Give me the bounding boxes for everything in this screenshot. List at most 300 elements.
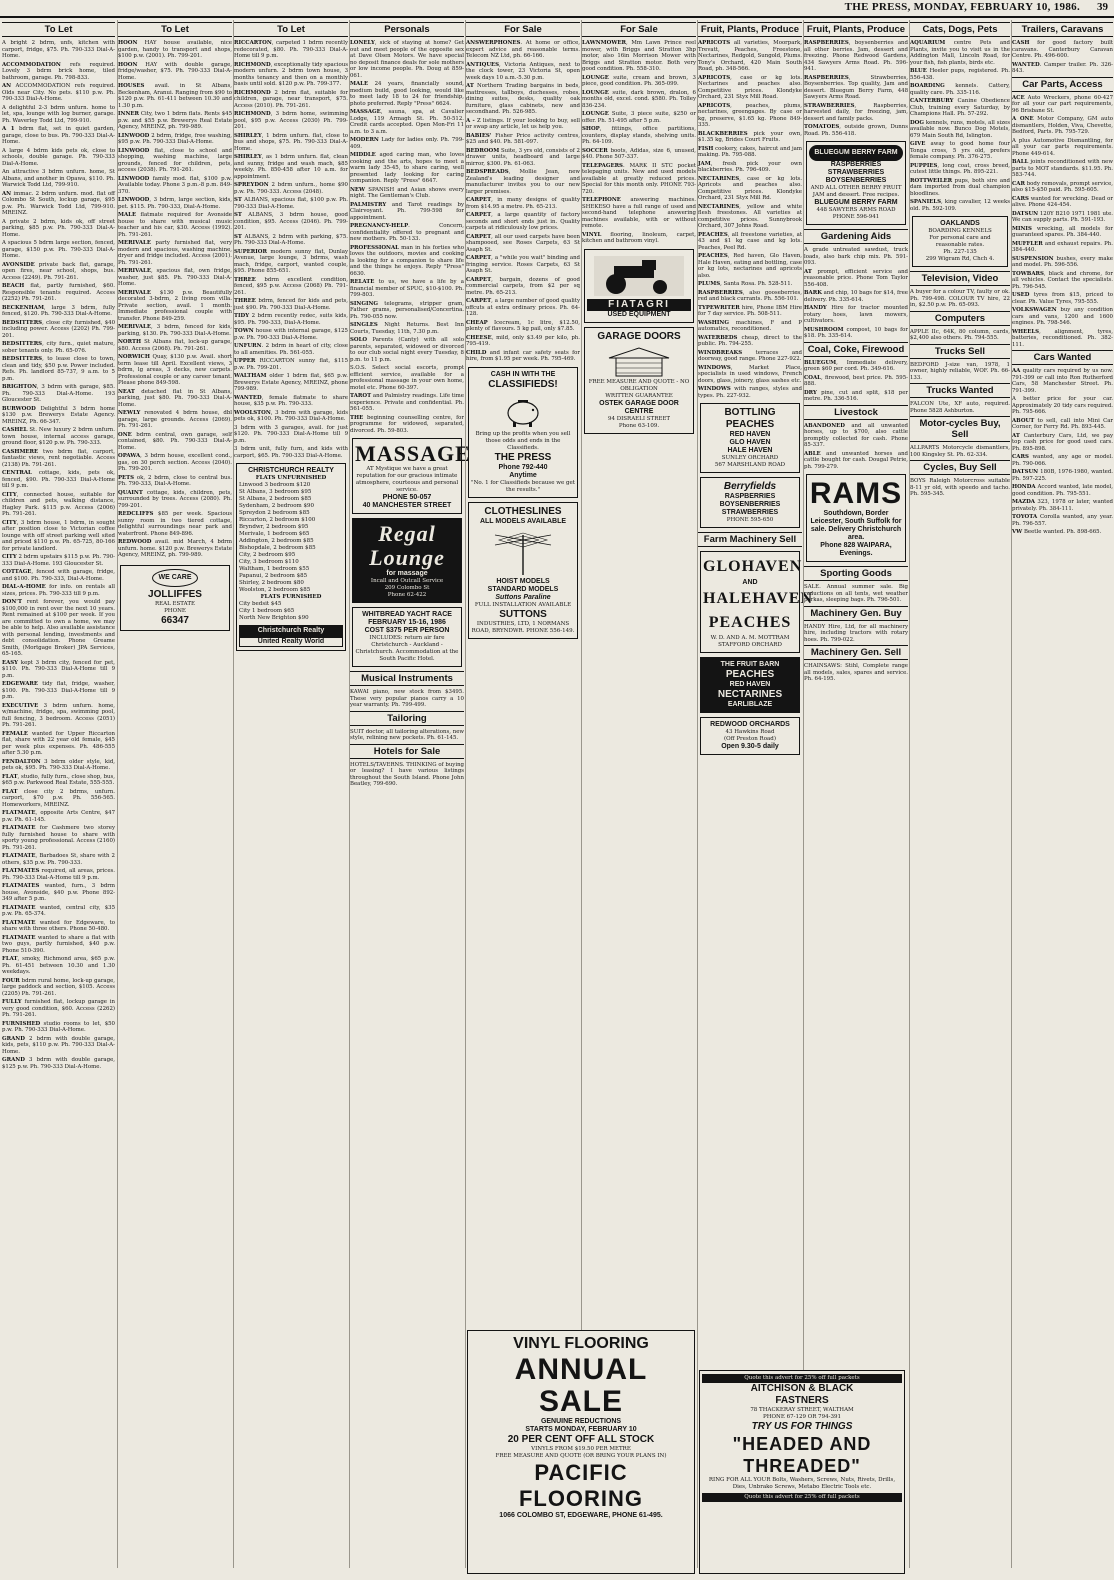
classified-ad: RICHMOND, exceptionally tidy spacious modern unfurn. 2 bdrm town house, 3 months tenancy and then on a monthly basis until sold. $120 p.w. Ph. 799-377. (234, 61, 348, 87)
classified-ad: ST ALBANS, 2 bdrm with parking, $75. Ph. 790-333 Dial-A-Home. (234, 233, 348, 246)
ad-title: THE FRUIT BARN (720, 661, 780, 668)
ad-title: CASH IN WITH THE (490, 370, 556, 378)
ad-list (350, 40, 464, 434)
ad-address: 1066 COLOMBO ST, EDGEWARE, PHONE 61-495. (499, 1512, 663, 1519)
classified-ad: TELEPHONE answering machines. SHEKESO have a full range of used and second-hand telephone answering machines available, with or without remote. (582, 197, 696, 229)
section-heading: Sporting Goods (804, 566, 908, 581)
ad-phone: PHONE 596-941 (832, 214, 880, 220)
classified-ad: FISH cookery, cakes, haircut and jam making. Ph. 795-088. (698, 145, 802, 158)
ad-text: Bring up the profits when you sell those odds and ends in the Classifieds. (475, 430, 571, 451)
classified-ad: AT Canterbury Cars, Ltd, we pay top cash price for good used cars. Ph. 895-898. (1012, 432, 1113, 452)
classified-ad: NECTARINES, case or kg lots. Apricots and peaches also. Competitive prices. Klondyke Orchard, 231 Styx Mill Rd. (698, 175, 802, 201)
ad-text: RED HAVEN (729, 431, 771, 438)
classified-ad: HOON HAY house available, nice garden, handy to transport and shops, $100 p.w. (2001). Ph. 799-201. (118, 40, 232, 59)
ad-list (118, 40, 232, 559)
classified-ad: BEDSITTERS, to lease close to town, clean and tidy, $50 p.w. Power included. Refs. Ph. landlord 85-737, 9 a.m. to 5 p.m. (2, 356, 115, 382)
classified-ad: TOYOTA Corolla wanted, any year. Ph. 796-557. (1012, 514, 1113, 527)
listing-row: City, 2 bedroom $95 (239, 552, 296, 558)
classified-ad: SINGING telegrams, stripper gram, Father grams, personalised/Concertina. Ph. 790-055 now. (350, 300, 464, 320)
ad-text: HOIST MODELS (496, 577, 550, 585)
ad-title: MASSAGE (355, 441, 471, 466)
ad-list (698, 40, 802, 399)
section-heading: Farm Machinery Sell (698, 532, 802, 547)
section-heading: Computers (910, 311, 1010, 326)
classified-ad: MAZDA 323, 1978 or later, wanted privately. Ph. 384-111. (1012, 499, 1113, 512)
listing-row: Bishopdale, 2 bedroom $85 (239, 545, 316, 551)
ad-text: GLO HAVEN (729, 439, 771, 446)
classified-ad: ACE Auto Wreckers, phone 60-427 for all your car part requirements, 96 Brisbane St. (1012, 94, 1113, 114)
classified-ad: PREGNANCY-HELP. Concern, confidentiality offered to pregnant and new mothers. Ph. 50-133. (350, 223, 464, 242)
classified-ad: WASHING machines, F and P automatics, reconditioned. (698, 319, 802, 332)
column-to-let-2 (117, 20, 232, 1568)
classified-ad: WINDOWS with ranges, styles and types. Ph. 227-932. (698, 386, 802, 399)
fiatagri-ad (584, 249, 694, 323)
ad-brand: Berryfields (723, 481, 777, 492)
ad-title: GLOHAVEN (703, 558, 803, 575)
ad-brand: THE PRESS (494, 451, 552, 463)
ad-text: Anytime (509, 471, 537, 479)
classified-ad: CARS wanted, any age or model. Ph. 790-066. (1012, 454, 1113, 467)
classified-ad: EDGEWARE tidy flat, fridge, washer, $100. Ph. 790-333 Dial-A-Home till 9 p.m. (2, 681, 115, 700)
classified-ad: BOARDING kennels. Cattery, quality care. Ph. 335-116. (910, 83, 1010, 96)
classified-ad: QUAINT cottage, kids, children, pets, surrounded by trees. Access (2080). Ph. 799-201. (118, 489, 232, 509)
listing-row: Spreydon 2 bedroom $85 (239, 510, 310, 516)
classified-ad: MASSAGE, sauna, spa, at Cavalier Lodge, 119 Armagh St. Ph. 50-512. Credit cards accepted. Open Mon-Fri 11 a.m. to 3 a.m. (350, 109, 464, 135)
ad-text: Evenings. (839, 550, 873, 557)
listing-row: Addington, 2 bedroom $85 (239, 538, 314, 544)
aitchison-black-ad (699, 1370, 905, 1574)
ad-phone: Ph. 227-135 (943, 249, 977, 255)
classified-ad: MUSHROOM compost, 10 bags for $18. Ph. 335-614. (804, 326, 908, 339)
ad-title: Regal (378, 521, 436, 546)
classified-ad: CARPET, a large number of good quality offcuts at extra ordinary prices. Ph. 64-128. (466, 298, 580, 317)
yacht-race-ad (352, 607, 462, 667)
classified-ad: CITY, 3 bdrm house, 1 bdrm, in sought after position close to Victorian coffee lounge with off street parking well sited and priced $110 p.w. Ph. 65-725, 80-166 for private landlord. (2, 519, 115, 552)
ad-title: VINYL FLOORING (513, 1335, 649, 1352)
section-heading: Hotels for Sale (350, 744, 464, 759)
ad-list (234, 40, 348, 459)
classified-ad: HOON HAY with double garage, fridge/washer, $75. Ph. 790-333 Dial-A-Home. (118, 61, 232, 81)
classified-ad: AA quality cars required by us now. 791-399 or call into Ron Rutherford Cars, 58 Manchester Street. Ph. 791-399. (1012, 368, 1113, 394)
listing-row: City 1 bedroom $65 (239, 608, 295, 614)
vinyl-flooring-ad (467, 1330, 695, 1574)
ad-title: PEACHES (725, 419, 775, 430)
classified-ad: CARPET, a large quantity of factory seconds and short ends just in. Quality carpets at ridiculously low prices. (466, 212, 580, 231)
ad-text: REAL ESTATE (154, 600, 196, 607)
oaklands-kennels-ad (912, 216, 1008, 267)
ad-list (1012, 95, 1113, 349)
classified-ad: An attractive 3 bdrm unfurn. home, St Albans, and another in Opawa, $110. Ph. Warwick Todd Ltd, 799-910. (2, 169, 115, 188)
classified-ad: MERIVALE party furnished flat, very modern and spacious, washing machine, dryer and fridge included. Access (2001). Ph. 791-261. (118, 240, 232, 266)
listing-row: St Albans, 3 bedroom $95 (239, 489, 312, 495)
listing-row: Linwood 3 bedroom $120 (239, 482, 311, 488)
classified-ad: NORTH St Albans flat, lock-up garage, $80. Access (2068). Ph. 791-261. (118, 339, 232, 352)
classified-ad: TIDY 2 bdrm recently redec, suits kids, $95. Ph. 790-333, Dial-A-Home. (234, 313, 348, 326)
ad-list (582, 40, 696, 245)
ad-coupon: Quote this advert for 25% off full packets (702, 1374, 902, 1383)
ad-address: 448 SAWYERS ARMS ROAD (816, 207, 896, 213)
masthead (0, 0, 1114, 18)
classified-ad: USED tyres from $15, priced to clear. Ph. Value Tyres, 795-555. (1012, 292, 1113, 305)
classified-ad: FLATMATE, Barbadoes St, share with 2 others, $35 p.w. Ph. 790-333. (2, 853, 115, 866)
ad-title: GARAGE DOORS (597, 330, 681, 342)
ad-subtitle: USED EQUIPMENT (607, 310, 671, 318)
classified-ad: SOCCER boots, Adidas, size 6, unused, $40. Phone 507-337. (582, 147, 696, 160)
classified-ad: MERIVALE $130 p.w. Beautifully decorated 3-bdrm, 2 living room villa. Private section, avail. 1 month. Immediate professional couple with transfer. Phone 849-259. (118, 289, 232, 322)
classified-ad: WOOLSTON, 3 bdrm with garage, kids pets ok, $100. Ph. 790-333 Dial-A-Home. (234, 409, 348, 422)
ad-text: RED HAVEN (729, 681, 771, 688)
classified-ad: GRAND 3 bdrm with double garage, $125 p.w. Ph. 790-333 Dial-A-Home. (2, 1057, 115, 1070)
ad-text: for massage (386, 570, 428, 577)
classified-ad: FLATMATE, opposite Arts Centre, $47 p.w. Ph. 61-145. (2, 810, 115, 823)
classified-ad: ABOUT to sell, call into Mini Car Corner, for Ferry Rd. Ph. 893-445. (1012, 417, 1113, 430)
classified-ad: MALE flatmate required for Avonside house to share with musical music teacher and his car, $30. Access (1992). Ph. 791-261. (118, 212, 232, 238)
ad-list (1012, 40, 1113, 75)
column-fruit-1 (697, 20, 814, 1568)
section-heading: Television, Video (910, 271, 1010, 286)
classified-ad: AVONSIDE private back flat, garage, open fires, near school, shops, bus. Access (2249). Ph. 791-261. (2, 261, 115, 281)
listing-row: Woolston, 2 bedroom $85 (239, 587, 311, 593)
classified-ad: ABLE and unwanted horses and cattle bought for cash. Dougal Petrie, ph. 799-279. (804, 450, 908, 470)
classified-ad: PLUMS, Santa Rosa. Ph. 528-511. (698, 281, 793, 287)
classified-ad: PETS ok, 2 bdrm, close to central bus. Ph. 790-333, Dial-A-Home. (118, 474, 232, 487)
classified-ad: AT prompt, efficient service and reasonable price. Phone Tom Taylor 556-408. (804, 268, 908, 288)
garage-doors-ad (584, 327, 694, 434)
classified-ad: MALE 24 years, financially sound, medium build, good looking, would like to meet lady 18 to 24 for friendship, photo preferred. Reply "Press" 6624. (350, 81, 464, 107)
classified-ad: SPREYDON 2 bdrm unfurn., home $90 p.w. Ph. 790-333. Access (2048). (234, 182, 348, 195)
glohaven-ad (700, 551, 814, 653)
classified-ad: MERIVALE, spacious flat, own fridge, washer, just $85. Ph. 790-333 Dial-A-Home. (118, 268, 232, 287)
classified-ad: EXECUTIVE 3 bdrm unfurn. home, w/machine, fridge, spa, swimming pool, full fencing, 3 bedroom. Access (2051) Ph. 791-261. (2, 702, 115, 728)
classified-ad: SPANIELS, king cavalier, 12 weeks old. Ph. 592-109. (910, 199, 1010, 212)
classified-ad: RICCARTON, carpeted 1 bdrm recently redecorated, $80. Ph. 790-333 Dial-A-Home till 9 p.m. (234, 40, 348, 59)
classified-ad: REDWOOD avail. mid March, 4 bdrm unfurn. home. $120 p.w. Brewerys Estate Agency, MREINZ, ph. 799-989. (118, 539, 232, 558)
classified-ad: A - Z listings. If your looking to buy, sell or swap any article, let us help you. (466, 117, 580, 130)
section-heading: Trucks Wanted (910, 383, 1010, 398)
ad-address: 43 Hawkins Road (725, 729, 775, 735)
classified-ad: CASHMERE two bdrm flat, carport, fantastic views, rent negotiable. Access (2138) Ph. 791-261. (2, 448, 115, 468)
classified-ad: RASPBERRIES, also gooseberries, red and black currants. Ph. 556-101. (698, 289, 802, 302)
ad-text: STRAWBERRIES (827, 169, 885, 176)
bottling-peaches-ad (700, 403, 800, 473)
section-heading: Machinery Gen. Sell (804, 645, 908, 660)
listing-list (239, 601, 343, 622)
column-to-let-1 (2, 20, 115, 1568)
classified-ad: A grade untreated sawdust, truck loads, also bark chip mix. Ph. 591-093. (804, 247, 908, 266)
ad-text: RASPBERRIES (724, 493, 776, 500)
classified-ad: ANSWERPHONES. At home or office, expert advice and reasonable terms. Telecom NZ Ltd, ph. 66-166. (466, 40, 580, 59)
classified-ad: RASPBERRIES, boysenberries and all other berries. Jam, dessert and freezing. Phone Redwood Gardens, 434 Sawyers Arms Road. Ph. 596-941. (804, 40, 908, 72)
ad-list (804, 40, 908, 137)
ad-subtitle: ALL MODELS AVAILABLE (479, 517, 567, 525)
classified-ad: CITY 2 bdrm upstairs $115 p.w. Ph. 790-333 Dial-A-Home. 193 Gloucester St. (2, 554, 115, 567)
ad-brand: FASTNERS (775, 1395, 829, 1406)
listing-row: Bryndwr, 2 bedroom $95 (239, 524, 309, 530)
garage-door-icon (604, 346, 674, 376)
classified-ad: BLACKBERRIES pick your own, $1.35 kg, Brides Court Fruits. (698, 130, 802, 143)
ad-address: 94 DISRAELI STREET (607, 415, 671, 422)
classified-ad: TOMATOES, outside grown, Dunns Road. Ph. 556-418. (804, 124, 908, 137)
classified-ad: CARPET, all our used carpets have been shampooed, see Roses Carpets, 63 St Asaph St. (466, 233, 580, 253)
ad-text: WE CARE (152, 569, 198, 587)
classified-ad: HOUSES avail. in St Albans, Beckenham, Aranui. Ranging from $90 to $120 p.w. Ph. 61-411 between 10.30 and 1.30 p.m. (118, 83, 232, 109)
ad-text: FREE MEASURE AND QUOTE (OR BRING YOUR PLANS IN) (495, 1453, 667, 1459)
listing-row: City, 3 bedroom $110 (239, 559, 299, 565)
tractor-icon (594, 256, 684, 296)
classified-ad: AT Northern Trading bargains in beds, mattresses, tallboys, duchesses, robes, dining suites, desks, quality oak furniture, glass cabinets, new and secondhand. Ph. 526-985. (466, 83, 580, 115)
classified-ad: CAR body removals, prompt service, also $15-$50 paid. Ph. 595-605. (1012, 180, 1113, 193)
realty-logo-sub: United Realty World (239, 637, 343, 647)
classified-ad: DON'T rent forever, you would pay $100,000 in rent over the next 10 years. Rent remained at $100 per week. If you are committed to own a home, we may be able to help. Also available assistance with personal lending, investments and debt consolidation. Phone Greame Smith, (Mortgage Broker) JPA Services, 65-165. (2, 599, 115, 657)
classified-ad: FOUR bdrm rural home, lock-up garage, large paddock and section, $105. Access (2205) Ph. 791-261. (2, 977, 115, 997)
classified-ad: VW Beetle wanted. Ph. 898-665. (1012, 529, 1102, 535)
classified-ad: CARPET, a "while you wait" binding and fringing service. Roses Carpets, 63 St Asaph St. (466, 255, 580, 274)
classified-ad: LINWOOD, 3 bdrm, large section, kids, pet. $115. Ph. 790-333, Dial-A-Home. (118, 197, 232, 210)
classified-ad: RELATE to us, we have a life by a financial member of SPUC, $10-$100. Ph. 799-803. (350, 279, 464, 298)
classified-ad: WHEELS, alignment, tyres, batteries, reconditioned. Ph. 382-111. (1012, 328, 1113, 348)
ad-brand: PACIFIC FLOORING (518, 1460, 644, 1511)
ad-headline: "HEADED AND THREADED" (732, 1434, 872, 1476)
classified-ad: NEWLY renovated 4 bdrm house, dbl garage, large grounds. Access (2069). Ph. 791-261. (118, 410, 232, 429)
ad-list (2, 40, 115, 1070)
ad-title: CLOTHESLINES (484, 505, 562, 517)
ad-text: STRAWBERRIES (721, 509, 779, 516)
classified-ad: MIDDLE aged caring man, who loves cooking and the arts, hopes to meet a warm lady 35-45, to share caring, well presented lady looking for caring companion. Reply "Press" 6647. (350, 152, 464, 184)
section-heading: Fruit, Plants, Produce (804, 22, 908, 37)
classified-ad: BLUEGUM, Immediate delivery, green $60 per cord. Ph. 349-616. (804, 359, 908, 372)
classified-ad: UNFURN. 2 bdrm in heart of city, close to all amenities. Ph. 561-055. (234, 343, 348, 356)
section-heading: Trailers, Caravans (1012, 22, 1113, 37)
ad-text: PEACHES (725, 669, 775, 680)
classified-ad: S.O.S. Select social escorts, prompt efficient service, available for a professional massage in your own home, motel etc. Phone 60-397. (350, 365, 464, 391)
ad-brand: BLUEGUM BERRY FARM (809, 145, 903, 161)
ad-title: Lounge (369, 545, 445, 570)
classified-ad: MODERN Lady for ladies only. Ph. 799-409. (350, 137, 464, 150)
ad-title: HALEHAVEN (703, 590, 814, 607)
column-to-let-3 (233, 20, 348, 1568)
listing-row: City bedsit $45 (239, 601, 282, 607)
page-number: 39 (1097, 1, 1108, 13)
ad-text: RASPBERRIES (830, 161, 882, 168)
classified-ad: FLATMATE wanted for Edgeware, to share with three others. Phone 50-480. (2, 919, 115, 932)
classified-ad: HANDY Hire for tractor mounted rotary hoes, lawn mowers, cultivators. (804, 305, 908, 324)
ad-brand: STAFFORD ORCHARD (718, 642, 782, 648)
christchurch-realty-ad (236, 463, 346, 651)
classified-ad: RASPBERRIES, Strawberries, Boysenberries. Top quality, Jam and dessert. Bluegum Berry Farm, 448 Sawyers Arms Road. (804, 74, 908, 100)
classified-ad: TAROT and Palmistry readings. Life time experience. Private and confidential. Ph. 561-055. (350, 393, 464, 412)
ad-address: 78 THACKERAY STREET, WALTHAM (750, 1407, 854, 1413)
classified-ad: HONDA Accord wanted, late model, good condition. Ph. 795-551. (1012, 484, 1113, 497)
section-heading: Musical Instruments (350, 671, 464, 686)
regal-lounge-ad (352, 518, 462, 603)
classified-ad: SINGLES Night Returns. Best Inn Courts, Tuesday, 11th, 7.30 p.m. (350, 322, 464, 335)
classified-ad: SOLO Parents (Canty) with all solo parents, separated, widowed or divorced to our club social night every Tuesday, 8 p.m. to 11 p.m. (350, 337, 464, 363)
classified-ad: LINWOOD family mod. flat, $100 p.w. Available today. Phone 3 p.m.-8 p.m. 849-370. (118, 175, 232, 195)
jolliffes-ad (120, 565, 230, 631)
realty-logo: Christchurch Realty (239, 625, 343, 637)
classified-ad: BEDSPREADS, Mollie Jean, new Zealand's leading designer and manufacturer invites you to our new larger premises. (466, 169, 580, 195)
classified-ad: ST ALBANS, spacious flat, $100 p.w. Ph. 790-333 Dial-A-Home. (234, 197, 348, 210)
ad-text: SALE. Annual summer sale. Big reductions on all tents, wet weather parkas, sleeping bags. Ph. 796-501. (804, 584, 908, 603)
classified-ad: APRICOTS, peaches, plums, nectarines, greengages. By case or kg, preserve, $1.65 kg. Phone 849-335. (698, 102, 802, 128)
classified-ad: PUPPIES, long coat, cross breed, cutest little things. Ph. 895-221. (910, 162, 1010, 175)
classified-ad: CASHEL St. New luxury 2 bdrm unfurn. town house, internal access garage, ground floor, $120 p.w. Ph. 790-333. (2, 427, 115, 446)
ad-list (466, 40, 580, 363)
classified-ad: REDCLIFFS $85 per week. Spacious sunny room in two tiered cottage, delightful surroundings near park and waterfront. Phone 849-896. (118, 511, 232, 537)
classified-ad: WALTHAM older 1 bdrm flat, $65 p.w. Brewerys Estate Agency, MREINZ, phone 799-989. (234, 373, 348, 392)
ad-brand: SUNLEY ORCHARD (721, 455, 779, 461)
section-heading: To Let (2, 22, 115, 37)
ad-text: WRITTEN GUARANTEE (605, 392, 673, 399)
classified-ad: CENTRAL cottage, kids, pets ok, fenced, $90. Ph. 790-333 Dial-A-Home till 9 p.m. (2, 470, 115, 489)
classified-ad: TOWN house with internal garage, $125 p.w. Ph. 790-333 Dial-A-Home. (234, 328, 348, 341)
listing-row: Papanui, 2 bedroom $85 (239, 573, 308, 579)
classified-ad: THE beginning counselling centre, for programme for widowed, separated, divorced. Ph. 59-803. (350, 414, 464, 434)
ad-text: PHONE (164, 607, 186, 614)
ad-text: RING FOR ALL YOUR Bolts, Washers, Screws, Nuts, Rivets, Drills, Dies, Unbrako Screws, Metabo Electric Tools etc. (708, 1477, 896, 1490)
ad-text: 209 Colombo St (384, 585, 430, 591)
classified-ad: JAM, fresh pick your own blackberries. Ph. 796-409. (698, 160, 802, 173)
section-heading: Cars Wanted (1012, 350, 1113, 365)
classified-ad: SHIRLEY, 1 bdrm unfurn. flat, close to bus and shops, $75. Ph. 790-333 Dial-A-Home. (234, 132, 348, 152)
classified-ad: CHEESE, mild, only $3.49 per kilo, ph. 795-419. (466, 334, 580, 347)
ad-text: VINYLS FROM $19.50 PER METRE (531, 1446, 631, 1452)
ad-title: CLASSIFIEDS! (488, 378, 558, 390)
classified-ad: TYPEWRITER hire, Phone IBM Hire for 7 day service. Ph. 508-511. (698, 304, 802, 317)
ad-brand: REDWOOD ORCHARDS (710, 721, 790, 728)
ad-text: FULL INSTALLATION AVAILABLE (474, 601, 572, 608)
classified-ad: COTTAGE, fenced with garage, fridge, and $100. Ph. 790-333, Dial-A-Home. (2, 569, 115, 582)
section-heading: Gardening Aids (804, 229, 908, 244)
classified-ad: A private 2 bdrm, kids ok, off street parking, $85 p.w. Ph. 790-333 Dial-A-Home. (2, 218, 115, 238)
classified-ad: NECTARINES, yellow and white flesh freestones. All varieties at competitive prices. Sunnybrook Orchard, 307 Johns Road. (698, 203, 802, 229)
ad-date: FEBRUARY 15-16, 1986 (368, 619, 446, 626)
classified-ad: BEDSITTERS, city furn., quiet mature, sober tenants only. Ph. 65-076. (2, 341, 115, 354)
classified-ad: BALL joints reconditioned with new parts to MOT standards. $11.95. Ph. 583-744. (1012, 159, 1113, 178)
ad-brand: BLUEGUM BERRY FARM (814, 199, 898, 206)
classified-ad: THREE bdrm excellent condition, fenced, $95 p.w. Access (2068) Ph. 791-261. (234, 276, 348, 296)
ad-text: EARLIBLAZE (727, 701, 773, 708)
piggy-bank-icon (503, 394, 543, 428)
ad-text: AT Mystique we have a great reputation for our gracious intimate atmosphere, courteous and personal service. (355, 466, 459, 493)
ad-text: BOARDING KENNELS (928, 228, 992, 234)
classified-ad: LOUNGE suite, dark brown, dralon, 6 months old, excel. cond. $580. Ph. Tolley 836-234. (582, 89, 696, 109)
classified-ad: AN immac. 2 bdrm unfurn. mod. flat off Colombo St South, lockup garage, $95 p.w. Ph. Warwick Todd Ltd, 799-910. MREINZ. (2, 190, 115, 216)
classified-ad: WINDBREAKS terraces and doorway, good range. Phone 227-922. (698, 349, 802, 362)
ad-text: Incall and Outcall Service (370, 578, 444, 584)
classified-ad: FURNISHED studio rooms to let, $50 p.w. Ph. 790-333 Dial-A-Home. (2, 1020, 115, 1033)
classified-ad: FENDALTON 3 bdrm older style, kid, pets ok, $95. Ph. 790-333 Dial-A-Home. (2, 758, 115, 771)
classified-ad: AQUARIUM centre Pets and Plants, invite you to visit us in the Addington Mall, Lincoln Road, for your fish, fish plants, birds etc. (910, 40, 1010, 66)
ad-text: For personal care and reasonable rates. (929, 235, 991, 248)
classified-ad: BURWOOD Delightful 3 bdrm home $130 p.w. Brewerys Estate Agency. MREINZ, Ph. 66-347. (2, 405, 115, 425)
ad-text: A buyer for a colour TV, faulty or ok. Ph. 799-498. COLOUR TV hire, 22 in, $2.50 p.w. Ph. 65-093. (910, 289, 1010, 308)
ad-address: 40 MANCHESTER STREET (362, 502, 452, 509)
clotheslines-ad (468, 502, 578, 639)
ad-title: PEACHES (708, 614, 792, 631)
ad-list (1012, 368, 1113, 536)
classified-ad: MUFFLER and exhaust repairs. Ph. 384-440. (1012, 240, 1113, 253)
ad-brand: AITCHISON & BLACK (750, 1383, 854, 1394)
ad-phone: Phone 63-109. (618, 422, 660, 429)
ad-address: 567 MARSHLAND ROAD (714, 462, 786, 468)
ad-title: WHITBREAD YACHT RACE (362, 611, 452, 618)
ad-text: 66347 (161, 614, 189, 626)
fruit-barn-ad (700, 657, 800, 713)
ad-text: BEDFORD J-size van, 1978, 1 owner, highly reliable, WOF. Ph. 66-133. (910, 361, 1010, 381)
ad-phone: PHONE 67-129 OR 794-391 (763, 1414, 841, 1420)
classified-ad: LOUNGE Suite, 3 piece suite, $250 or offer. Ph. 51-495 after 5 p.m. (582, 111, 696, 124)
classified-ad: BEACH flat, partly furnished, $60. Responsible tenants required. Access (2252) Ph. 791-261. (2, 283, 115, 302)
ad-text: BOYSENBERRIES (825, 177, 887, 184)
classified-ad: TOWBARS, black and chrome, for all vehicles. Contact the specialists. Ph. 796-545. (1012, 270, 1113, 290)
classified-ad: PALMISTRY and Tarot readings by Clairvoyant. Ph. 799-598 for appointment. (350, 201, 464, 221)
classified-ad: WANTED. Camper trailer. Ph. 326-843. (1012, 61, 1113, 74)
classified-ad: CHEAP Icecream, 1c litre, $12.50, plenty of flavours. 5 kg pail, only $7.85. (466, 319, 580, 332)
classified-ad: FLATMATE for Cashmere two storey fully furnished house to share with sporty young professional. Access (2160) Ph. 791-261. (2, 825, 115, 851)
ad-list (804, 360, 908, 403)
ad-text: AND ALL OTHER BERRY FRUIT (810, 185, 902, 191)
ad-text: CHAINSAWS: Stihl, Complete range all models, sales, spares and service. Ph. 64-195. (804, 663, 908, 682)
classified-ad: FLAT close city 2 bdrms, unfurn. carport, $70 p.w. Ph. 556-565. Homeworkers, MREINZ. (2, 788, 115, 808)
column-fruit-2 (803, 20, 908, 1568)
ad-text: BOYS Raleigh Motorcross suitable 8-11 yr old, with speedo and tacho. Ph. 595-345. (910, 478, 1010, 497)
classified-ad: FLATMATES wanted, furn., 3 bdrm house, Avonside, $40 p.w. Phone 892-349 after 5 p.m. (2, 883, 115, 902)
section-heading: Cats, Dogs, Pets (910, 22, 1010, 37)
ad-brand: W. D. AND A. M. MOTTRAM (710, 635, 790, 641)
classified-ad: GRAND 2 bdrm with double garage, kids, pets, $110 p.w. Ph. 790-333 Dial-A-Home. (2, 1035, 115, 1055)
classified-ad: ONE bdrm central, own garage, self contained, $80. Ph. 790-333 Dial-A-Home. (118, 431, 232, 451)
ad-brand: OSTEK GARAGE DOOR CENTRE (599, 399, 679, 415)
classified-ad: LAWNMOWER, Mm Lawn Prince reel mower, with Briggs and Stratton 3hp motor, also 16in Morrison Mower with Briggs and Stratton motor. Both very good condition. Ph. 558-310. (582, 40, 696, 72)
listing-list (239, 482, 343, 594)
ad-brand: SUTTONS (499, 608, 547, 620)
ad-text: JOLLIFFES (148, 588, 202, 600)
ad-address: (Off Preston Road) (724, 736, 776, 742)
classified-ad: THREE bdrm, fenced for kids and pets, just $90. Ph. 790-333 Dial-A-Home. (234, 298, 348, 311)
classified-ad: DATSUN 120Y B210 1971 1981 ute. We can supply parts. Ph. 591-193. (1012, 210, 1113, 223)
classified-ad: CARPET, bargain, dozens of good commercial carpets, from $2 per sq metre. Ph. 65-213. (466, 276, 580, 296)
classified-ad: FLAT, smoky, Richmond area, $65 p.w. Ph. 61-451 between 10.30 and 1.30 weekdays. (2, 956, 115, 975)
classified-ad: A large 4 bdrm kids pets ok, close to schools, double garage. Ph. 790-333 Dial-A-Home. (2, 147, 115, 167)
section-heading: For Sale (582, 22, 696, 37)
listing-row: Sydenham, 2 bedroom $90 (239, 503, 314, 509)
classified-ad: AN ACCOMMODATION refs required. Olds near City. No pets. $110 p.w. Ph. 790-333 Dial-A-Home. (2, 83, 115, 102)
section-heading: Trucks Sell (910, 344, 1010, 359)
ad-text: Southdown, Border Leicester, South Suffolk for sale. Delivery Christchurch area. (810, 510, 902, 541)
ad-text: AND (742, 579, 758, 586)
classified-ad: UPPER RICCARTON sunny flat, $115 p.w. Ph. 799-201. (234, 358, 348, 371)
classified-ad: LINWOOD 2 bdrm, fridge, free washing, $95 p.w. Ph. 790-333 Dial-A-Home. (118, 132, 232, 145)
classified-ad: SUSPENSION bushes, every make and model. Ph. 596-556. (1012, 255, 1113, 268)
classified-ad: A 1 bdrm flat, set in quiet garden, garage, close to bus. Ph. 790-333 Dial-A-Home. (2, 126, 115, 145)
section-heading: Personals (350, 22, 464, 37)
section-heading: For Sale (466, 22, 580, 37)
ad-title: RAMS (809, 477, 903, 510)
classified-ad: FLAT, studio, fully furn., close shop, bus, $65 p.w. Parkwood Real Estate, 555-555. (2, 773, 115, 786)
section-heading: Fruit, Plants, Produce (698, 22, 802, 37)
classified-ad: BRIGHTON, 3 bdrm with garage, $85. Ph. 790-333 Dial-A-Home. 193 Gloucester St. (2, 384, 115, 403)
listing-row: Merivale, 1 bedroom $65 (239, 531, 310, 537)
classified-ad: BLUE Heeler pups, registered. Ph. 556-438. (910, 68, 1010, 81)
classified-ad: CANTERBURY Canine Obedience Club, training every Saturday, by Champions Hall. Ph. 57-292. (910, 98, 1010, 117)
ad-text: INCLUDES: return air fare Christchurch - Auckland - Christchurch. Accommodation at the South Pacific Hotel. (355, 635, 459, 662)
classified-ad: A better price for your car. Approximately 20 tidy cars required. Ph. 795-666. (1012, 396, 1113, 415)
classified-ad: CHILD and infant car safety seats for hire, from $1.95 per week. Ph. 795-469. (466, 349, 580, 362)
classified-ad: BABIES' Fisher Price activity centres, $25 and $40. Ph. 581-097. (466, 132, 580, 145)
ad-slogan: TRY US FOR THINGS (751, 1421, 853, 1432)
classified-ad: SHIRLEY, as 1 bdrm unfurn. flat, clean and sunny, fridge and wash mach, $85 weekly. Ph. 850-458 after 10 a.m. for appointment. (234, 154, 348, 180)
